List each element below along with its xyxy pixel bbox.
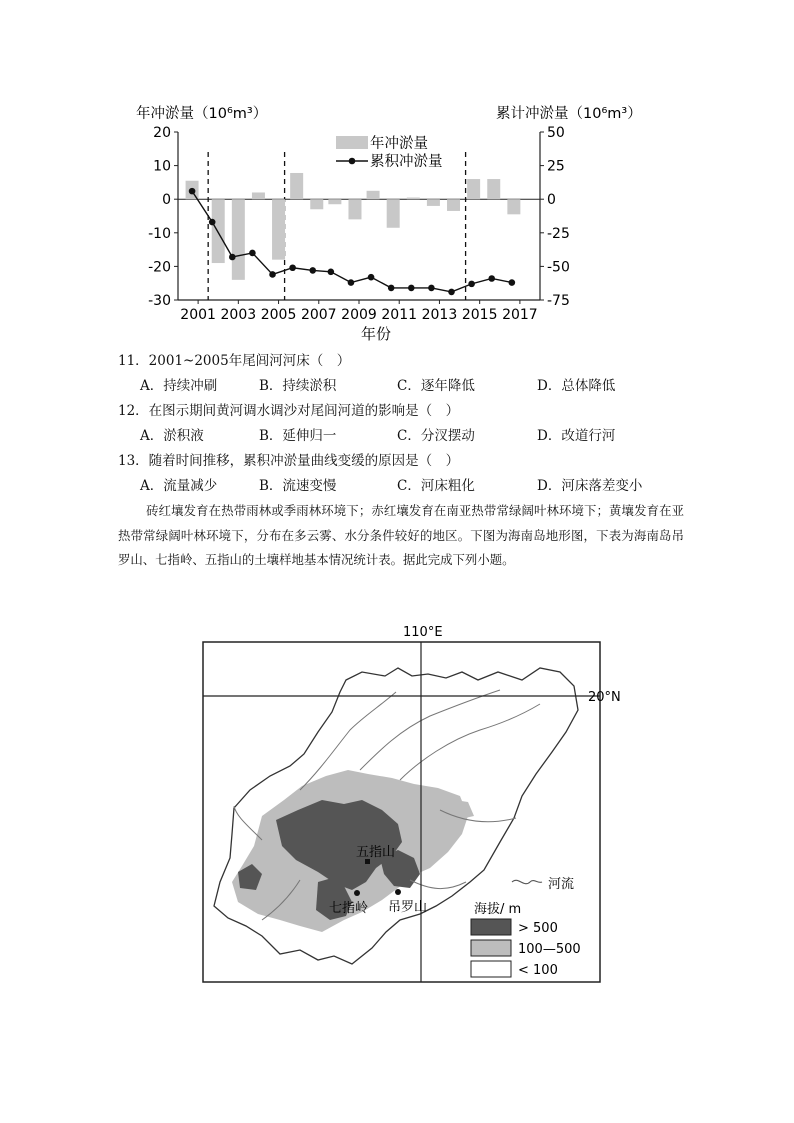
annual-bar xyxy=(348,199,361,219)
question-12-option-c: C．分汊摆动 xyxy=(397,428,475,444)
cumulative-point xyxy=(229,254,236,261)
plot-area xyxy=(148,125,570,323)
question-11-option-a: A．持续冲刷 xyxy=(140,378,218,394)
question-13-option-b: B．流速变慢 xyxy=(259,478,337,494)
question-11-option-c: C．逐年降低 xyxy=(397,378,475,394)
cumulative-point xyxy=(289,264,296,271)
latitude-label: 20°N xyxy=(588,690,621,705)
annual-bar xyxy=(387,199,400,228)
right-tick-label: 25 xyxy=(547,158,565,175)
legend-line-label: 累积冲淤量 xyxy=(370,154,443,170)
legend-bar-label: 年冲淤量 xyxy=(370,136,428,152)
x-axis-label: 年份 xyxy=(360,325,392,343)
diaoluoshan-marker xyxy=(395,889,401,895)
right-tick-label: 0 xyxy=(547,192,556,209)
intro-paragraph-text: 砖红壤发育在热带雨林或季雨林环境下；赤红壤发育在南亚热带常绿阔叶林环境下；黄壤发育在亚热带常绿阔叶林环境下，分布在多云雾、水分条件较好的地区。下图为海南岛地形图，下表为海南岛吊罗山、七指岭、五指山的土壤样地基本情况统计表。据此完成下列小题。 xyxy=(118,503,684,567)
x-tick-label: 2009 xyxy=(341,307,377,323)
question-13-option-a: A．流量减少 xyxy=(140,478,218,494)
annual-bar xyxy=(447,199,460,211)
cumulative-point xyxy=(488,275,495,282)
right-tick-label: -75 xyxy=(547,293,570,309)
cumulative-point xyxy=(408,285,415,292)
annual-bar xyxy=(427,199,440,206)
river-legend-label: 河流 xyxy=(548,877,575,892)
question-11-option-b: B．持续淤积 xyxy=(259,378,337,394)
left-tick-label: 0 xyxy=(162,192,171,209)
cumulative-point xyxy=(209,219,216,226)
x-tick-label: 2003 xyxy=(220,307,257,323)
x-tick-label: 2017 xyxy=(502,307,538,323)
right-tick-label: -50 xyxy=(547,259,570,276)
cumulative-point xyxy=(388,285,395,292)
elevation-label-mid: 100—500 xyxy=(518,942,581,957)
x-tick-label: 2013 xyxy=(421,307,458,323)
question-12-option-d: D．改道行河 xyxy=(537,428,616,444)
left-tick-label: -20 xyxy=(148,259,171,276)
legend-bar-swatch xyxy=(336,136,368,149)
annual-bar xyxy=(328,199,341,204)
longitude-label: 110°E xyxy=(403,625,443,640)
elevation-swatch-low xyxy=(471,961,511,977)
annual-bar xyxy=(507,199,520,214)
annual-bar xyxy=(252,192,265,199)
annual-bar xyxy=(212,199,225,263)
hainan-topographic-map xyxy=(0,620,794,1000)
annual-bar xyxy=(367,191,380,199)
qizhiling-label: 七指岭 xyxy=(329,901,369,916)
left-tick-label: 10 xyxy=(153,158,171,175)
annual-bar xyxy=(407,198,420,200)
elevation-label-high: > 500 xyxy=(518,921,558,936)
elevation-swatch-mid xyxy=(471,940,511,956)
annual-bar xyxy=(487,179,500,199)
right-tick-label: -25 xyxy=(547,225,570,242)
intro-paragraph xyxy=(118,499,684,573)
question-13-option-c: C．河床粗化 xyxy=(397,478,475,494)
x-tick-label: 2001 xyxy=(180,307,216,323)
cumulative-point xyxy=(309,267,316,274)
annual-bar xyxy=(232,199,245,280)
x-tick-label: 2005 xyxy=(260,307,297,323)
cumulative-point xyxy=(328,268,335,275)
annual-bar xyxy=(310,199,323,209)
cumulative-point xyxy=(269,271,276,278)
x-tick-label: 2015 xyxy=(461,307,498,323)
annual-bar xyxy=(272,199,285,259)
x-tick-label: 2007 xyxy=(300,307,337,323)
cumulative-point xyxy=(468,281,475,288)
question-11-option-d: D．总体降低 xyxy=(537,378,616,394)
annual-bar xyxy=(467,179,480,199)
question-13-stem: 13．随着时间推移，累积冲淤量曲线变缓的原因是（ ） xyxy=(118,453,460,469)
question-12-option-b: B．延伸归一 xyxy=(259,428,337,444)
question-12-option-a: A．淤积液 xyxy=(140,428,204,444)
sediment-chart xyxy=(0,95,794,350)
cumulative-point xyxy=(249,250,256,257)
left-tick-label: 20 xyxy=(153,125,171,141)
cumulative-point xyxy=(368,274,375,281)
question-11-stem: 11．2001~2005年尾闾河河床（ ） xyxy=(118,353,351,369)
left-tick-label: -30 xyxy=(148,293,171,309)
annual-bar xyxy=(290,173,303,199)
qizhiling-marker xyxy=(354,890,360,896)
question-13-option-d: D．河床落差变小 xyxy=(537,478,643,494)
cumulative-point xyxy=(348,279,355,286)
elevation-legend-title: 海拔/ m xyxy=(474,902,522,917)
wuzhishan-label: 五指山 xyxy=(356,845,396,860)
diaoluoshan-label: 吊罗山 xyxy=(388,900,428,915)
cumulative-point xyxy=(189,188,196,195)
left-tick-label: -10 xyxy=(148,225,171,242)
left-axis-label: 年冲淤量（10⁶m³） xyxy=(136,106,268,122)
cumulative-point xyxy=(509,279,516,286)
right-tick-label: 50 xyxy=(547,125,565,141)
elevation-label-low: < 100 xyxy=(518,963,558,978)
cumulative-point xyxy=(428,285,435,292)
cumulative-point xyxy=(448,289,455,296)
x-tick-label: 2011 xyxy=(381,307,418,323)
question-12-stem: 12．在图示期间黄河调水调沙对尾闾河道的影响是（ ） xyxy=(118,403,460,419)
right-axis-label: 累计冲淤量（10⁶m³） xyxy=(496,106,642,122)
legend-line-marker xyxy=(349,158,356,165)
elevation-swatch-high xyxy=(471,919,511,935)
